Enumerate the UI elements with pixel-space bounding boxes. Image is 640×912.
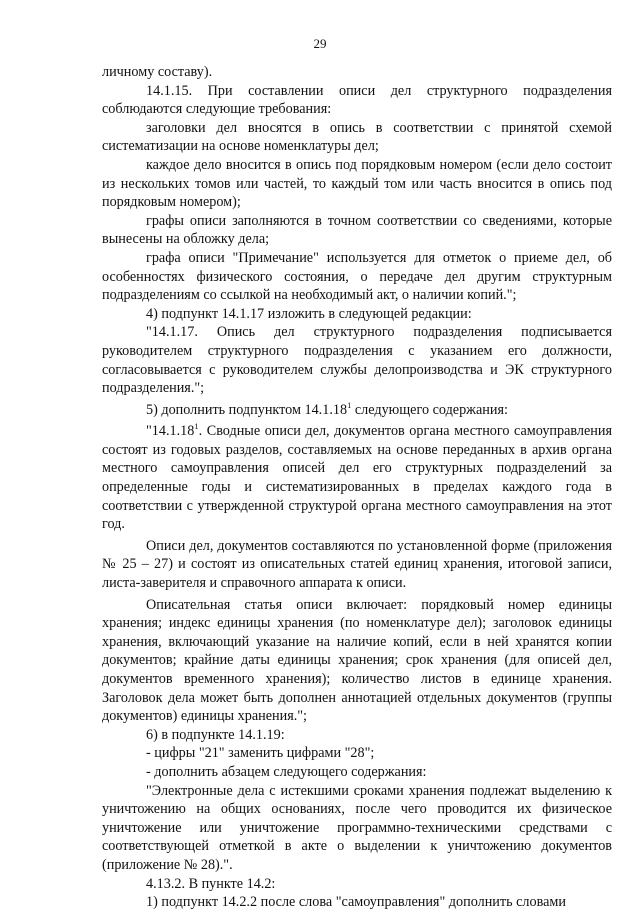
paragraph: 4) подпункт 14.1.17 изложить в следующей редакции: — [146, 305, 472, 322]
paragraph: графа описи "Примечание" используется для отметок о приеме дел, об особенностях физического состояния, о передаче дел другим структурным подразделениям со ссылкой на необходимый акт, о наличии копий."; — [102, 249, 612, 304]
paragraph: "Электронные дела с истекшими сроками хранения подлежат выделению к уничтожению на общих основаниях, после чего проводится их физическое уничтожение или уничтожение программно-техническими средствами с соответствующей отметкой в акте о выделении к уничтожению документов (приложение № 28).". — [102, 782, 612, 873]
paragraph — [102, 422, 612, 534]
paragraph: Описи дел, документов составляются по установленной форме (приложения № 25 – 27) и состоят из описательных статей единиц хранения, итоговой записи, листа-заверителя и справочного аппарата к описи. — [102, 537, 612, 592]
paragraph: 4.13.2. В пункте 14.2: — [146, 875, 276, 892]
paragraph-text: следующего содержания: — [351, 401, 508, 418]
paragraph: заголовки дел вносятся в опись в соответствии с принятой схемой систематизации на основе номенклатуры дел; — [102, 119, 612, 155]
paragraph: 6) в подпункте 14.1.19: — [146, 726, 285, 743]
paragraph: "14.1.17. Опись дел структурного подразделения подписывается руководителем структурного подразделения с указанием его должности, согласовывается с руководителем службы делопроизводства и ЭК структурного подразделения."; — [102, 324, 612, 397]
paragraph — [102, 401, 612, 420]
paragraph: личному составу). — [102, 64, 213, 80]
document-body — [102, 63, 612, 912]
paragraph: - дополнить абзацем следующего содержания: — [146, 763, 427, 780]
paragraph: 1) подпункт 14.2.2 после слова "самоуправления" дополнить словами — [146, 894, 566, 911]
paragraph: каждое дело вносится в опись под порядковым номером (если дело состоит из нескольких томов или частей, то каждый том или часть вносится в опись под порядковым номером); — [102, 156, 612, 211]
paragraph-text: 5) дополнить подпунктом 14.1.18 — [146, 401, 348, 418]
paragraph-text: "14.1.18 — [146, 423, 195, 440]
paragraph: графы описи заполняются в точном соответствии со сведениями, которые вынесены на обложку дела; — [102, 212, 612, 248]
page-number: 29 — [313, 36, 327, 51]
superscript: 1 — [347, 399, 352, 410]
paragraph: Описательная статья описи включает: порядковый номер единицы хранения; индекс единицы хранения (по номенклатуре дел); заголовок единицы хранения, включающий указание на наличие копий, если в ней хранятся копии документов; крайние даты единицы хранения; срок хранения (для описей дел, документов временного хранения); количество листов в единице хранения. Заголовок дела может быть дополнен аннотацией отдельных документов (группы документов) единицы хранения."; — [102, 596, 612, 725]
superscript: 1 — [194, 421, 199, 432]
paragraph-text: . Сводные описи дел, документов органа местного самоуправления состоят из годовых разделов, составляемых на основе переданных в архив органа местного самоуправления описей дел его структурных подразделений за определенные годы и систематизированных в пределах каждого года в соответствии с утвержденной структурой органа местного самоуправления на этот год. — [102, 423, 612, 533]
paragraph: - цифры "21" заменить цифрами "28"; — [146, 745, 375, 762]
paragraph: 14.1.15. При составлении описи дел структурного подразделения соблюдаются следующие требования: — [102, 82, 612, 118]
